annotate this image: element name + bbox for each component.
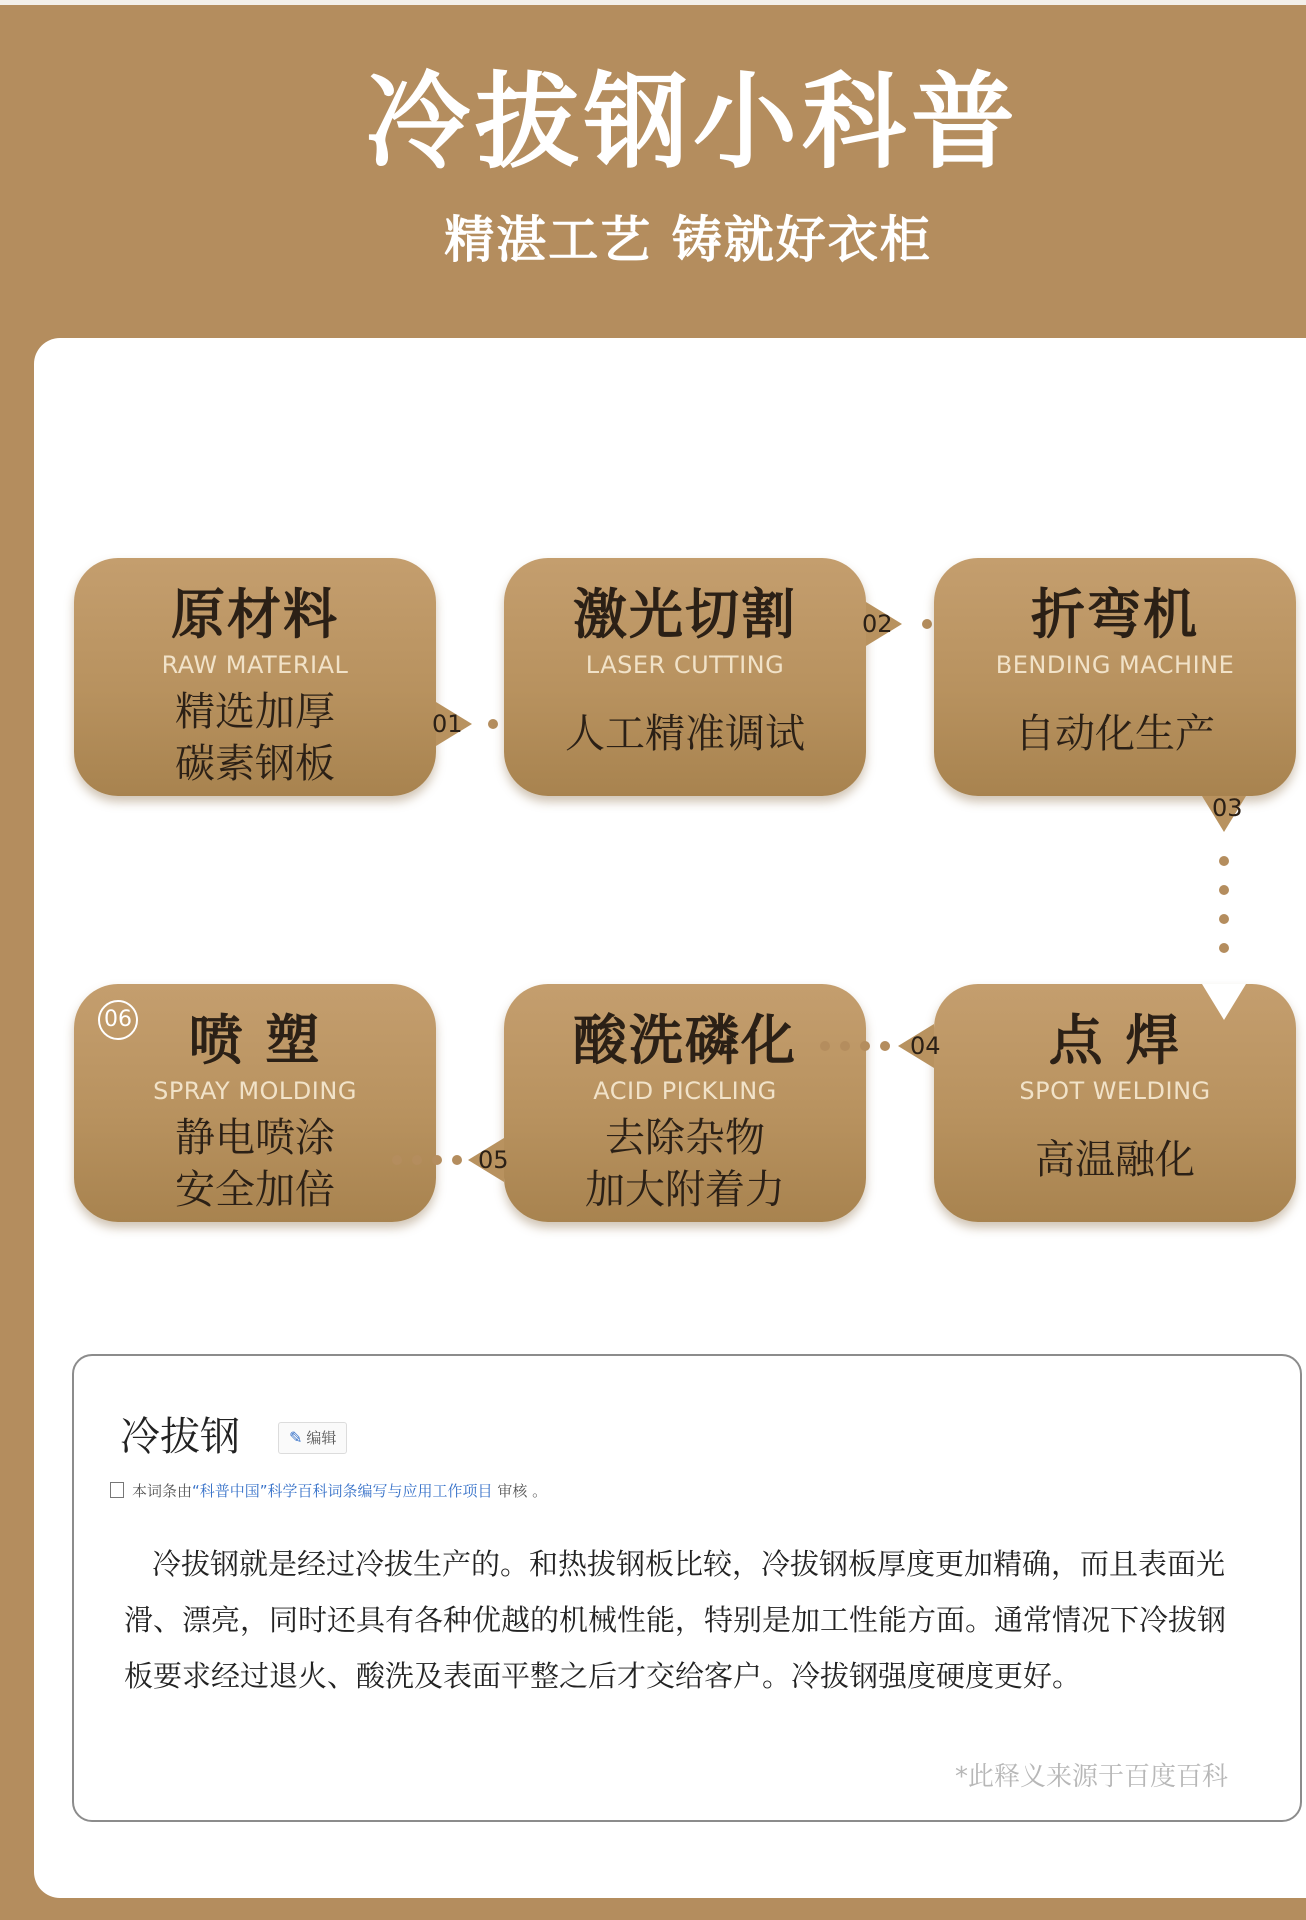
step-desc xyxy=(934,1134,1296,1186)
top-strip xyxy=(0,0,1306,5)
dotted-connector xyxy=(1219,856,1229,953)
step-spray-molding xyxy=(74,984,436,1222)
info-title: 冷拔钢 xyxy=(120,1414,240,1460)
dotted-connector xyxy=(392,1155,462,1165)
step-desc xyxy=(504,1112,866,1216)
step-laser-cutting xyxy=(504,558,866,796)
edit-button[interactable] xyxy=(278,1422,347,1454)
step-number: 05 xyxy=(478,1146,509,1174)
step-number: 01 xyxy=(432,710,463,738)
encyclopedia-info-box xyxy=(72,1354,1302,1822)
step-title: 原材料 xyxy=(171,583,339,646)
step-bending-machine xyxy=(934,558,1296,796)
step-desc-line: 加大附着力 xyxy=(585,1167,785,1213)
step-number: 03 xyxy=(1212,794,1243,822)
arrow-notch-icon xyxy=(1202,984,1246,1020)
step-desc xyxy=(934,708,1296,760)
page-title: 冷拔钢小科普 xyxy=(365,61,1020,183)
step-desc-line: 去除杂物 xyxy=(605,1115,765,1161)
source-footnote: *此释义来源于百度百科 xyxy=(954,1762,1228,1792)
source-note-prefix: 本词条由 xyxy=(132,1482,193,1500)
page-subtitle: 精湛工艺 铸就好衣柜 xyxy=(444,211,932,269)
step-desc-line: 碳素钢板 xyxy=(175,741,335,787)
step-number: 04 xyxy=(910,1032,941,1060)
source-note xyxy=(110,1480,547,1502)
source-link[interactable]: “科普中国”科学百科词条编写与应用工作项目 xyxy=(192,1482,493,1500)
dotted-connector xyxy=(820,1041,890,1051)
step-title: 酸洗磷化 xyxy=(573,1009,797,1072)
step-desc xyxy=(504,708,866,760)
pencil-icon: ✎ xyxy=(289,1428,303,1447)
info-body-text: 冷拔钢就是经过冷拔生产的。和热拔钢板比较，冷拔钢板厚度更加精确，而且表面光滑、漂亮，同时还具有各种优越的机械性能，特别是加工性能方面。通常情况下冷拔钢板要求经过退火、酸洗及表面平整之后才交给客户。冷拔钢强度硬度更好。 xyxy=(124,1547,1227,1693)
source-note-suffix: 审核 。 xyxy=(492,1482,548,1500)
step-raw-material xyxy=(74,558,436,796)
step-desc xyxy=(74,1112,436,1216)
step-desc-line: 人工精准调试 xyxy=(565,711,805,757)
step-title-en: LASER CUTTING xyxy=(585,651,785,679)
step-desc xyxy=(74,686,436,790)
document-icon xyxy=(110,1482,124,1498)
step-title-en: ACID PICKLING xyxy=(593,1077,777,1105)
step-title-en: BENDING MACHINE xyxy=(995,651,1235,679)
step-title: 折弯机 xyxy=(1031,583,1199,646)
step-title: 喷 塑 xyxy=(188,1009,322,1072)
step-desc-line: 高温融化 xyxy=(1035,1137,1195,1183)
step-number: 02 xyxy=(862,610,893,638)
step-desc-line: 精选加厚 xyxy=(175,689,335,735)
step-title-en: RAW MATERIAL xyxy=(161,651,349,679)
step-acid-pickling xyxy=(504,984,866,1222)
step-desc-line: 安全加倍 xyxy=(175,1167,335,1213)
step-title: 点 焊 xyxy=(1048,1009,1182,1072)
step-title-en: SPRAY MOLDING xyxy=(153,1077,357,1105)
edit-label: 编辑 xyxy=(306,1429,337,1447)
step-title: 激光切割 xyxy=(573,583,797,646)
step-desc-line: 静电喷涂 xyxy=(175,1115,335,1161)
step-title-en: SPOT WELDING xyxy=(1019,1077,1211,1105)
step-desc-line: 自动化生产 xyxy=(1015,711,1215,757)
step-number-badge: 06 xyxy=(98,1000,138,1040)
